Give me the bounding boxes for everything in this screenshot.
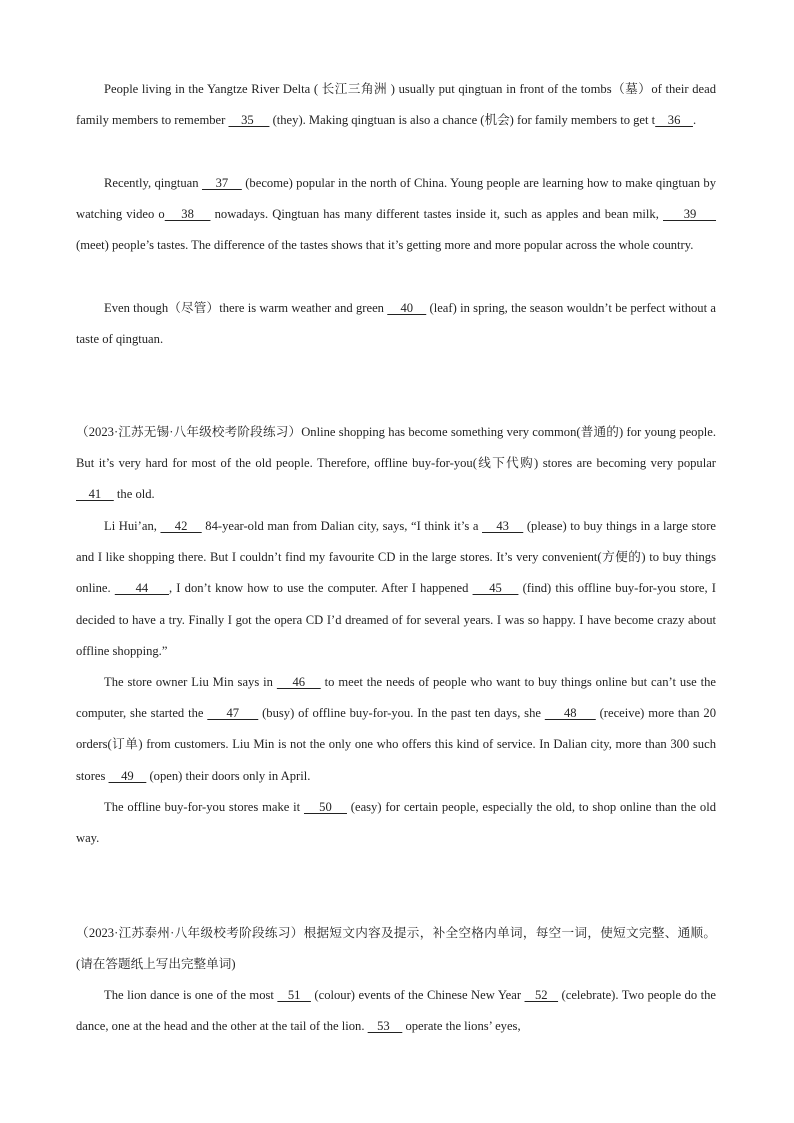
blank-35[interactable]: 35	[228, 113, 270, 128]
blank-51[interactable]: 51	[277, 988, 311, 1002]
blank-37[interactable]: 37	[201, 176, 242, 190]
passage-3-source: （2023·江苏泰州·八年级校考阶段练习）	[76, 926, 304, 940]
blank-48[interactable]: 48	[544, 706, 596, 721]
blank-50[interactable]: 50	[303, 800, 347, 814]
blank-41[interactable]: 41	[76, 487, 114, 502]
passage-2-intro-text: Online shopping has become something very common(普通的) for young people. But it’s very hard for most of the old people. Therefore, offline buy-for-you(线下代购) stores are becoming very popular 41 the old.	[76, 425, 716, 502]
blank-52[interactable]: 52	[524, 988, 559, 1002]
blank-46[interactable]: 46	[276, 675, 321, 689]
blank-49[interactable]: 49	[108, 768, 147, 783]
blank-39[interactable]: 39	[663, 207, 717, 222]
blank-44[interactable]: 44	[114, 581, 169, 596]
passage-1-paragraph-1: People living in the Yangtze River Delta ( 长江三角洲 ) usually put qingtuan in front of the tombs（墓）of their dead family members to remember 35 (they). Making qingtuan is also a chance (机会) for family members to get t 36 .	[76, 82, 716, 128]
passage-3-instruction-text: 根据短文内容及提示，补全空格内单词，每空一词，使短文完整、通顺。(请在答题纸上写出完整单词)	[76, 926, 716, 972]
passage-1-paragraph-2: Recently, qingtuan 37 (become) popular in the north of China. Young people are learning how to make qingtuan by watching video o 38 nowadays. Qingtuan has many different tastes inside it, such as apples and bean milk, 39 (meet) people’s tastes. The difference of the tastes shows that it’s getting more and more popular across the whole country.	[76, 176, 717, 253]
blank-53[interactable]: 53	[367, 1019, 403, 1034]
blank-42[interactable]: 42	[160, 519, 202, 533]
blank-47[interactable]: 47	[207, 706, 259, 721]
blank-45[interactable]: 45	[472, 581, 519, 596]
passage-2-paragraph-2: Li Hui’an, 42 84-year-old man from Dalian city, says, “I think it’s a 43 (please) to buy things in a large store and I like shopping there. But I couldn’t find my favourite CD in the large stores. It’s very convenient(方便的) to buy things online. 44 , I don’t know how to use the computer. After I happened 45 (find) this offline buy-for-you store, I decided to have a try. Finally I got the opera CD I’d dreamed of for several years. I was so happy. I have become crazy about offline shopping.”	[76, 519, 717, 658]
blank-43[interactable]: 43	[482, 519, 524, 533]
passage-1-paragraph-3: Even though（尽管）there is warm weather and green 40 (leaf) in spring, the season wouldn’t be perfect without a taste of qingtuan.	[76, 301, 716, 347]
passage-2-source: （2023·江苏无锡·八年级校考阶段练习）	[76, 425, 302, 439]
blank-38[interactable]: 38	[164, 207, 211, 222]
passage-3-paragraph-1: The lion dance is one of the most 51 (colour) events of the Chinese New Year 52 (celebrate). Two people do the dance, one at the head and the other at the tail of the lion. 53 operate the lions’ eyes,	[76, 988, 717, 1034]
passage-2-paragraph-3: The store owner Liu Min says in 46 to meet the needs of people who want to buy things online but can’t use the computer, she started the 47 (busy) of offline buy-for-you. In the past ten days, she 48 (receive) more than 20 orders(订单) from customers. Liu Min is not the only one who offers this kind of service. In Dalian city, more than 300 such stores 49 (open) their doors only in April.	[76, 675, 717, 783]
passage-2-paragraph-1	[76, 417, 716, 511]
blank-40[interactable]: 40	[387, 301, 427, 315]
passage-3-instructions	[76, 918, 716, 980]
passage-2-paragraph-4: The offline buy-for-you stores make it 50 (easy) for certain people, especially the old, to shop online than the old way.	[76, 800, 717, 846]
blank-36[interactable]: 36	[655, 113, 693, 128]
